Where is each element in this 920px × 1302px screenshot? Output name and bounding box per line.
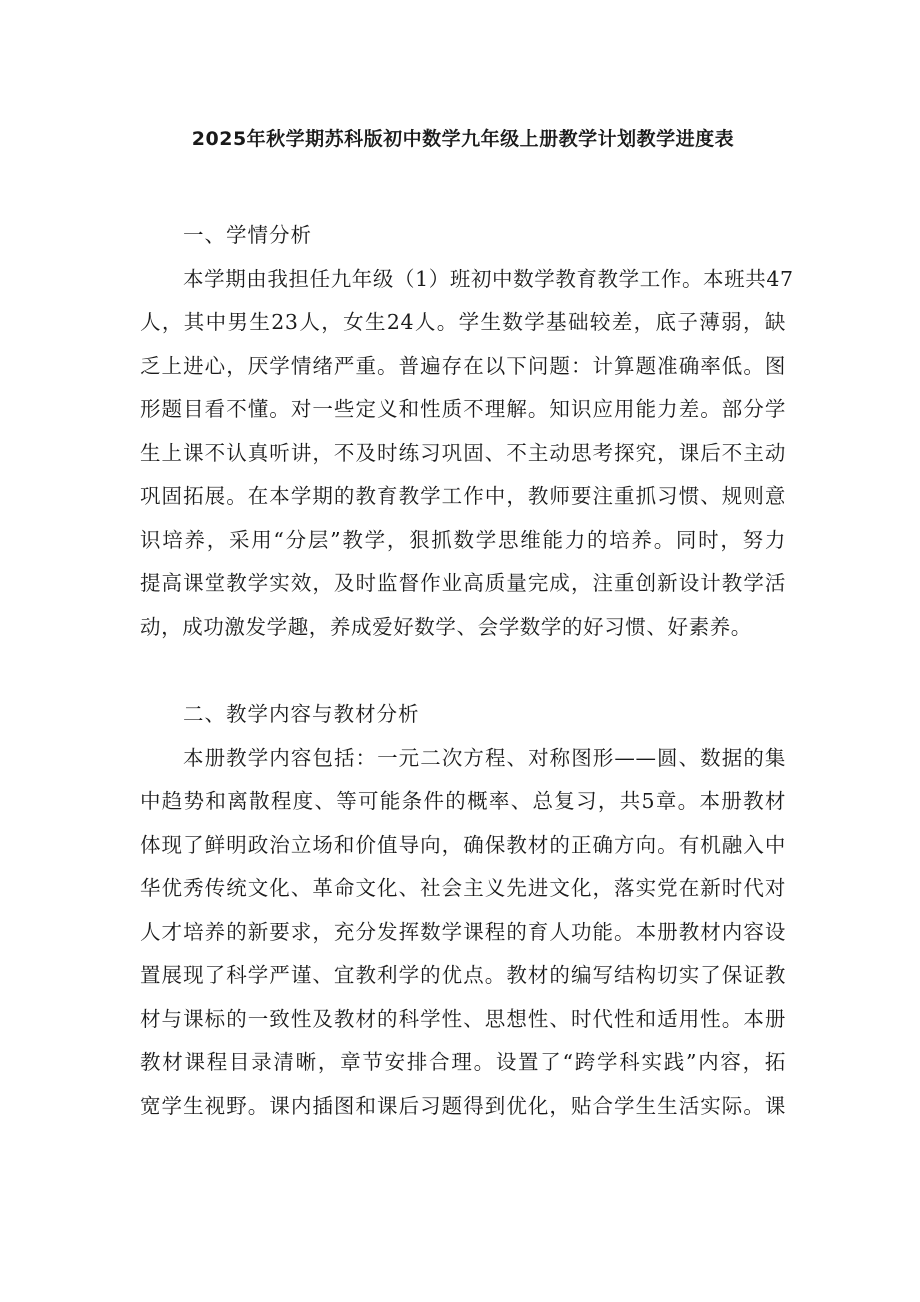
- section-heading-content-analysis: 二、教学内容与教材分析: [183, 702, 420, 726]
- paragraph-line: 形题目看不懂。对一些定义和性质不理解。知识应用能力差。部分学: [140, 397, 786, 421]
- paragraph-line: 置展现了科学严谨、宜教利学的优点。教材的编写结构切实了保证教: [140, 963, 786, 987]
- paragraph-line: 人，其中男生23人，女生24人。学生数学基础较差，底子薄弱，缺: [140, 310, 786, 334]
- paragraph-line: 乏上进心，厌学情绪严重。普遍存在以下问题：计算题准确率低。图: [140, 354, 786, 378]
- paragraph-line: 识培养，采用“分层”教学，狠抓数学思维能力的培养。同时，努力: [140, 528, 786, 552]
- paragraph-line: 中趋势和离散程度、等可能条件的概率、总复习，共5章。本册教材: [140, 789, 786, 813]
- paragraph-line: 华优秀传统文化、革命文化、社会主义先进文化，落实党在新时代对: [140, 876, 786, 900]
- paragraph-line: 教材课程目录清晰，章节安排合理。设置了“跨学科实践”内容，拓: [140, 1050, 786, 1074]
- paragraph-line: 动，成功激发学趣，养成爱好数学、会学数学的好习惯、好素养。: [140, 615, 752, 639]
- paragraph-line: 人才培养的新要求，充分发挥数学课程的育人功能。本册教材内容设: [140, 920, 786, 944]
- section-heading-student-analysis: 一、学情分析: [183, 223, 312, 247]
- paragraph-line: 宽学生视野。课内插图和课后习题得到优化，贴合学生生活实际。课: [140, 1094, 786, 1118]
- document-title: 2025年秋学期苏科版初中数学九年级上册教学计划教学进度表: [191, 128, 735, 150]
- paragraph-line: 生上课不认真听讲，不及时练习巩固、不主动思考探究，课后不主动: [140, 441, 786, 465]
- paragraph-line: 本学期由我担任九年级（1）班初中数学教育教学工作。本班共47: [183, 267, 794, 291]
- paragraph-line: 体现了鲜明政治立场和价值导向，确保教材的正确方向。有机融入中: [140, 833, 786, 857]
- paragraph-line: 本册教学内容包括：一元二次方程、对称图形——圆、数据的集: [183, 746, 786, 770]
- paragraph-line: 提高课堂教学实效，及时监督作业高质量完成，注重创新设计教学活: [140, 571, 786, 595]
- paragraph-line: 材与课标的一致性及教材的科学性、思想性、时代性和适用性。本册: [140, 1007, 786, 1031]
- paragraph-line: 巩固拓展。在本学期的教育教学工作中，教师要注重抓习惯、规则意: [140, 484, 786, 508]
